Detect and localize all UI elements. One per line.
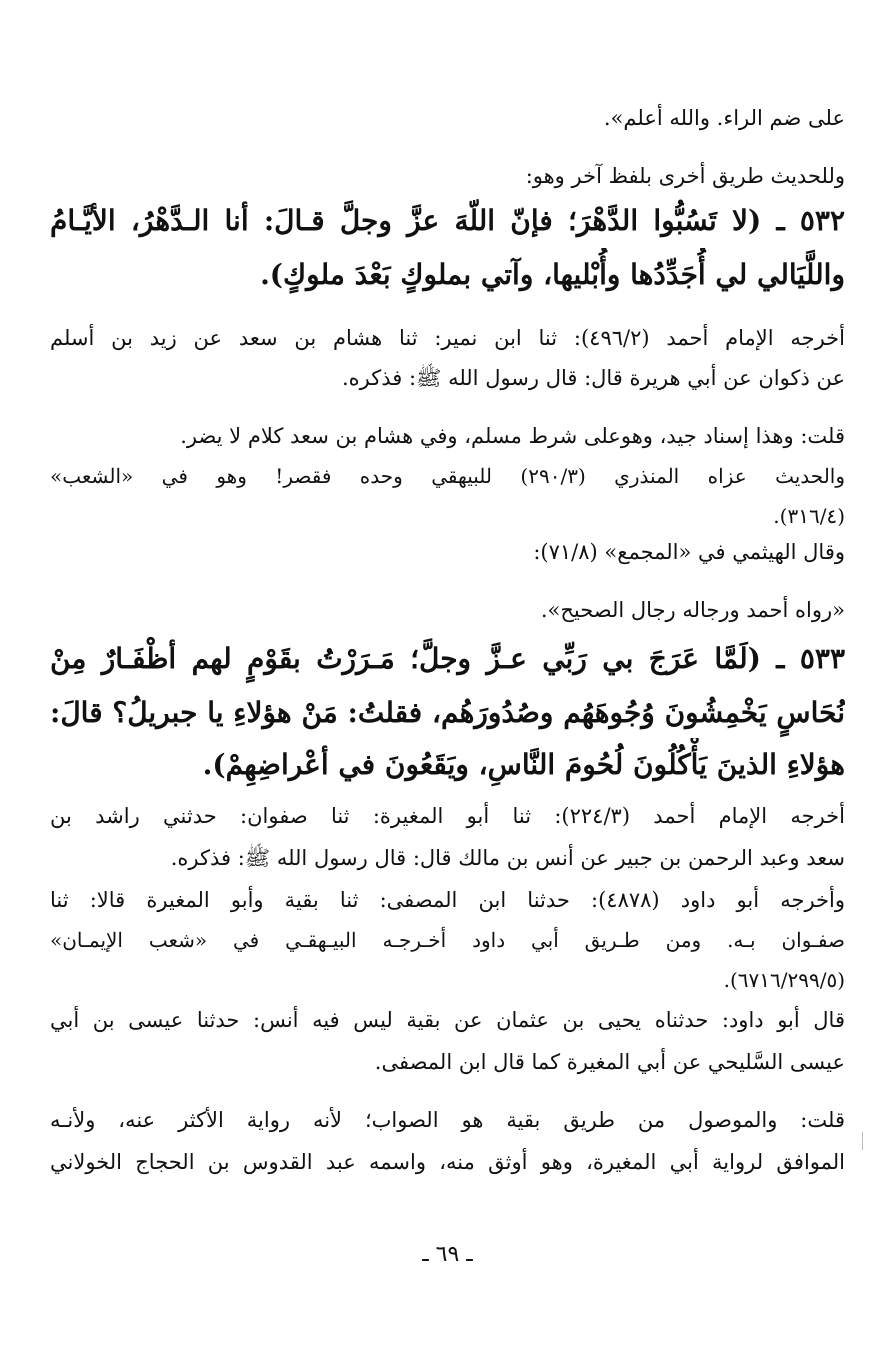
text-line: «رواه أحمد ورجاله رجال الصحيح». (540, 598, 845, 622)
text-line: وللحديث طريق أخرى بلفظ آخر وهو: (525, 164, 845, 188)
text-line: وأخرجه أبو داود (٤٨٧٨): حدثنا ابن المصفى: ثنا بقية وأبو المغيرة قالا: ثنا (50, 888, 845, 912)
text-line: على ضم الراء. والله أعلم». (603, 106, 845, 130)
text-line: الموافق لرواية أبي المغيرة، وهو أوثق منه، واسمه عبد القدوس بن الحجاج الخولاني (50, 1150, 845, 1174)
text-line: وقال الهيثمي في «المجمع» (٧١/٨): (533, 540, 845, 564)
margin-mark (862, 1132, 863, 1150)
text-line: عن ذكوان عن أبي هريرة قال: قال رسول الله ﷺ: فذكره. (341, 366, 845, 390)
text-line: (٦٧١٦/٢٩٩/٥). (723, 968, 845, 992)
page-number: ـ ٦٩ ـ (422, 1242, 473, 1267)
text-line: قلت: وهذا إسناد جيد، وهوعلى شرط مسلم، وفي هشام بن سعد كلام لا يضر. (180, 424, 845, 448)
text-line: أخرجه الإمام أحمد (٢٢٤/٣): ثنا أبو المغيرة: ثنا صفوان: حدثني راشد بن (50, 804, 845, 828)
hadith-533-text: هؤلاءِ الذينَ يَأْكُلُونَ لُحُومَ النَّاسِ، ويَقَعُونَ في أعْراضِهِمْ). (202, 748, 845, 781)
text-line: عيسى السَّليحي عن أبي المغيرة كما قال ابن المصفى. (374, 1050, 845, 1074)
hadith-532-text: واللَّيَالي لي أُجَدِّدُها وأُبْليها، وآتي بملوكٍ بَعْدَ ملوكٍ). (260, 258, 845, 291)
text-line: أخرجه الإمام أحمد (٤٩٦/٢): ثنا ابن نمير: ثنا هشام بن سعد عن زيد بن أسلم (50, 326, 845, 350)
text-line: قلت: والموصول من طريق بقية هو الصواب؛ لأنه رواية الأكثر عنه، ولأنـه (50, 1108, 845, 1132)
hadith-533-text: ٥٣٣ ـ (لَمَّا عَرَجَ بي رَبِّي عـزَّ وجلَّ؛ مَـرَرْتُ بقَوْمٍ لهم أظْفَـارٌ مِنْ (50, 642, 845, 675)
text-line: قال أبو داود: حدثناه يحيى بن عثمان عن بقية ليس فيه أنس: حدثنا عيسى بن أبي (50, 1008, 845, 1032)
text-line: سعد وعبد الرحمن بن جبير عن أنس بن مالك قال: قال رسول الله ﷺ: فذكره. (170, 846, 845, 870)
hadith-532-text: ٥٣٢ ـ (لا تَسُبُّوا الدَّهْرَ؛ فإنّ اللّهَ عزَّ وجلَّ قـالَ: أنا الـدَّهْرُ، الأيَّـامُ (50, 204, 845, 237)
text-line: صفـوان بـه. ومن طـريق أبي داود أخـرجـه البيـهقـي في «شعب الإيمـان» (50, 928, 845, 952)
hadith-533-text: نُحَاسٍ يَخْمِشُونَ وُجُوهَهُم وصُدُورَهُم، فقلتُ: مَنْ هؤلاءِ يا جبريلُ؟ قالَ: (50, 696, 845, 729)
text-line: (٣١٦/٤). (773, 504, 845, 528)
text-line: والحديث عزاه المنذري (٢٩٠/٣) للبيهقي وحده فقصر! وهو في «الشعب» (50, 464, 845, 488)
